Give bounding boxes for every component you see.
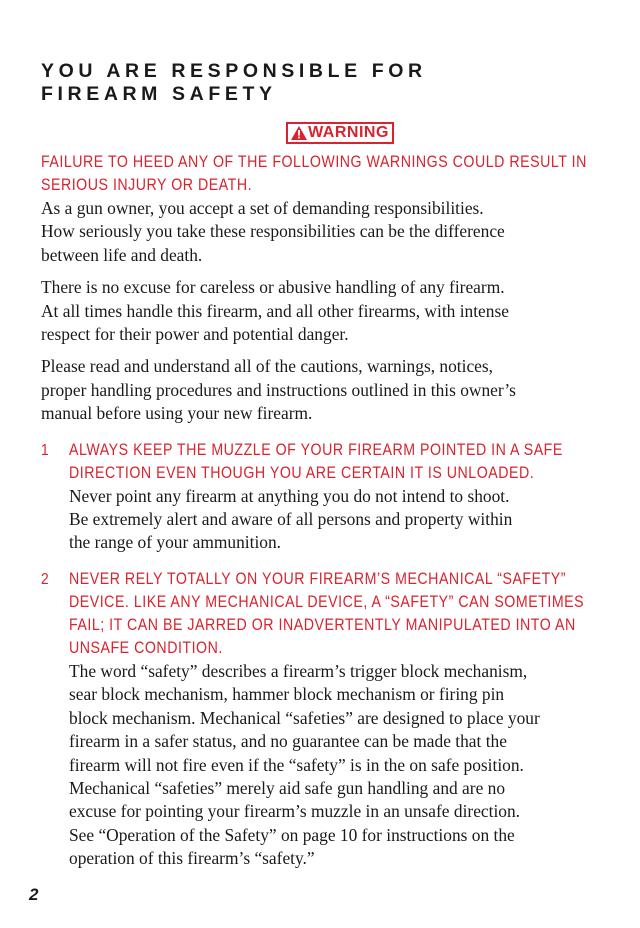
rule-heading	[69, 568, 619, 660]
title-line: FIREARM SAFETY	[41, 83, 277, 105]
paragraph-line: respect for their power and potential danger.	[41, 324, 349, 345]
intro-paragraph-read-manual	[41, 355, 601, 425]
paragraph-line: As a gun owner, you accept a set of demanding responsibilities.	[41, 198, 484, 218]
rule-body-line: See “Operation of the Safety” on page 10 for instructions on the	[69, 824, 515, 845]
rule-body-line: sear block mechanism, hammer block mechanism or firing pin	[69, 684, 505, 705]
rule-body-line: the range of your ammunition.	[69, 532, 282, 553]
warning-badge-row	[41, 122, 601, 144]
manual-page	[41, 60, 601, 871]
paragraph-line: proper handling procedures and instructions outlined in this owner’s	[41, 379, 516, 400]
failure-notice-line: SERIOUS INJURY OR DEATH.	[41, 176, 253, 194]
paragraph-line: between life and death.	[41, 244, 203, 265]
rule-body	[69, 485, 601, 555]
intro-paragraph-handling	[41, 276, 601, 346]
safety-rule-2	[41, 568, 601, 871]
rule-body-line: firearm will not fire even if the “safety” is in the on safe position.	[69, 754, 524, 775]
page-title	[41, 60, 601, 106]
warning-triangle-icon	[291, 126, 307, 140]
rule-body	[69, 660, 601, 871]
safety-rule-1	[41, 439, 601, 555]
title-line: YOU ARE RESPONSIBLE FOR	[41, 60, 427, 82]
rule-body-line: firearm in a safer status, and no guarantee can be made that the	[69, 731, 507, 752]
page-number: 2	[29, 885, 39, 904]
rule-body-line: Be extremely alert and aware of all persons and property within	[69, 509, 513, 530]
paragraph-line: At all times handle this firearm, and all other firearms, with intense	[41, 300, 509, 321]
rule-number: 2	[41, 570, 49, 588]
paragraph-line: There is no excuse for careless or abusive handling of any firearm.	[41, 277, 505, 298]
rule-heading-line: DEVICE. LIKE ANY MECHANICAL DEVICE, A “SAFETY” CAN SOMETIMES	[69, 592, 585, 611]
rule-body-line: Never point any firearm at anything you do not intend to shoot.	[69, 485, 510, 506]
warning-badge	[286, 122, 394, 144]
rule-heading-line: FAIL; IT CAN BE JARRED OR INADVERTENTLY MANIPULATED INTO AN	[69, 615, 576, 634]
failure-notice	[41, 151, 591, 197]
paragraph-line: How seriously you take these responsibilities can be the difference	[41, 221, 505, 242]
rule-body-line: The word “safety” describes a firearm’s trigger block mechanism,	[69, 660, 528, 681]
warning-label: WARNING	[308, 124, 389, 141]
rule-heading	[69, 439, 619, 485]
paragraph-line: manual before using your new firearm.	[41, 403, 313, 424]
rule-heading-line: ALWAYS KEEP THE MUZZLE OF YOUR FIREARM POINTED IN A SAFE	[69, 440, 563, 459]
rule-heading-line: UNSAFE CONDITION.	[69, 638, 223, 657]
intro-paragraph-responsibilities	[41, 197, 601, 267]
paragraph-line: Please read and understand all of the cautions, warnings, notices,	[41, 356, 494, 377]
rule-heading-line: DIRECTION EVEN THOUGH YOU ARE CERTAIN IT IS UNLOADED.	[69, 463, 535, 482]
rule-body-line: Mechanical “safeties” merely aid safe gun handling and are no	[69, 777, 506, 798]
failure-notice-line: FAILURE TO HEED ANY OF THE FOLLOWING WARNINGS COULD RESULT IN	[41, 153, 587, 171]
rule-body-line: block mechanism. Mechanical “safeties” are designed to place your	[69, 707, 540, 728]
rule-number: 1	[41, 441, 49, 459]
rule-body-line: operation of this firearm’s “safety.”	[69, 848, 315, 869]
rule-heading-line: NEVER RELY TOTALLY ON YOUR FIREARM’S MECHANICAL “SAFETY”	[69, 569, 567, 588]
rule-body-line: excuse for pointing your firearm’s muzzle in an unsafe direction.	[69, 801, 521, 822]
